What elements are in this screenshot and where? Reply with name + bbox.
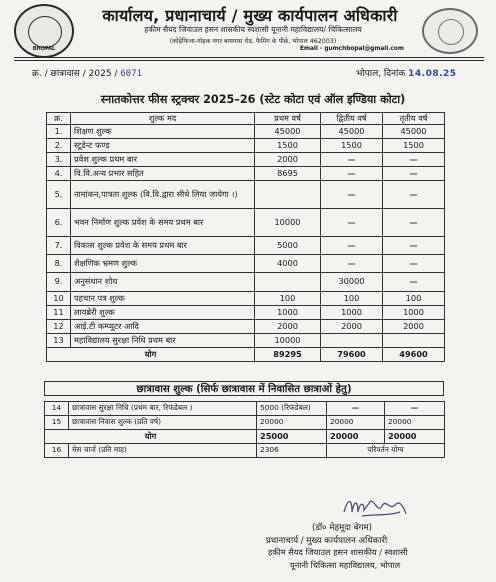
total-third-year: 49600 <box>383 348 445 362</box>
row-serial: 12 <box>47 320 71 334</box>
government-seal-logo <box>422 8 478 54</box>
row-item: मेस चार्ज (प्रति माह) <box>69 444 257 458</box>
table-row <box>47 237 445 255</box>
row-item: लायब्रेरी शुल्क <box>71 306 255 320</box>
date-label: भोपाल, दिनांक <box>356 69 406 79</box>
signatory-name: (डॉ० मेहमूदा बेगम) <box>312 523 372 533</box>
total-second-year: 20000 <box>327 430 385 444</box>
table-row <box>47 181 445 209</box>
letterhead-address: (कोहेफिजा-गोहक नगर बायपास रोड, फैमिंग के पीछे, भोपाल 462003) <box>169 38 337 45</box>
row-first-year: 45000 <box>255 125 321 139</box>
reference-value: 6071 <box>120 69 142 79</box>
row-second-year <box>321 334 383 348</box>
row-third-year: 45000 <box>383 125 445 139</box>
row-second-year: 2000 <box>321 320 383 334</box>
row-item: शिक्षण शुल्क <box>71 125 255 139</box>
row-third-year: — <box>383 273 445 292</box>
table-row <box>45 402 445 416</box>
row-first-year: 8695 <box>255 167 321 181</box>
header-third-year: तृतीय वर्ष <box>383 113 445 125</box>
row-second-year: — <box>321 209 383 237</box>
table-row <box>47 334 445 348</box>
row-serial: 4. <box>47 167 71 181</box>
table-header-row <box>47 113 445 125</box>
row-item: महाविद्यालय सुरक्षा निधि प्रथम बार <box>71 334 255 348</box>
reference-number <box>32 66 142 79</box>
table-row <box>47 320 445 334</box>
header-first-year: प्रथम वर्ष <box>255 113 321 125</box>
letterhead-divider <box>14 57 484 58</box>
row-item: पहचान पत्र शुल्क <box>71 292 255 306</box>
total-second-year: 79600 <box>321 348 383 362</box>
total-row <box>47 348 445 362</box>
row-item: भवन निर्माण शुल्क प्रवेश के समय प्रथम बार <box>71 209 255 237</box>
row-third-year: 20000 <box>385 416 445 430</box>
total-third-year: 20000 <box>385 430 445 444</box>
table-row <box>47 255 445 273</box>
row-third-year: — <box>383 237 445 255</box>
row-first-year: 1500 <box>255 139 321 153</box>
emblem-text: BHOPAL <box>32 46 56 52</box>
row-second-year: — <box>321 167 383 181</box>
row-item: नामांकन,पात्रता शुल्क (वि.वि.द्वारा सीधे लिया जायेगा ।) <box>71 181 255 209</box>
reference-prefix: क्र. / छात्रावास / 2025 / <box>32 69 118 79</box>
row-item: अनुसंधान शोध <box>71 273 255 292</box>
row-serial: 13 <box>47 334 71 348</box>
table-row <box>47 153 445 167</box>
letterhead-email: Email - gumchbopal@gmail.com <box>300 46 404 52</box>
row-serial: 10 <box>47 292 71 306</box>
row-second-year: 100 <box>321 292 383 306</box>
header-second-year: द्वितीय वर्ष <box>321 113 383 125</box>
fee-structure-title: स्नातकोत्तर फीस स्ट्रक्चर 2025–26 (स्टेट कोटा एवं ऑल इण्डिया कोटा) <box>100 93 406 106</box>
table-row <box>47 209 445 237</box>
row-third-year: — <box>383 209 445 237</box>
letterhead-subtitle: हकीम सैयद जियाउल हसन शासकीय स्वशासी यूनानी महाविद्यालय/ चिकित्सालय <box>144 25 362 34</box>
hostel-fee-table <box>44 401 445 458</box>
row-second-year: — <box>321 255 383 273</box>
table-row <box>47 139 445 153</box>
row-third-year <box>383 334 445 348</box>
row-serial: 3. <box>47 153 71 167</box>
row-first-year: 5000 <box>255 237 321 255</box>
seal-inner-ring <box>438 19 464 45</box>
total-row <box>45 430 445 444</box>
signatory-designation: प्रधानाचार्य / मुख्य कार्यपालन अधिकारी <box>266 536 388 546</box>
row-item: आई.टी कम्प्यूटर आदि <box>71 320 255 334</box>
table-row <box>47 125 445 139</box>
row-second-year: — <box>327 402 385 416</box>
row-item: विकास शुल्क प्रवेश के समय प्रथम बार <box>71 237 255 255</box>
signatory-institution-city: यूनानी चिकित्सा महाविद्यालय, भोपाल <box>290 560 401 570</box>
row-item: शैक्षणिक भ्रमण शुल्क <box>71 255 255 273</box>
row-third-year: — <box>383 181 445 209</box>
row-second-year: 20000 <box>327 416 385 430</box>
total-label: योग <box>45 430 257 444</box>
row-first-year: 100 <box>255 292 321 306</box>
row-first-year <box>255 273 321 292</box>
fee-structure-table <box>46 112 445 362</box>
row-serial: 11 <box>47 306 71 320</box>
row-second-year: — <box>321 237 383 255</box>
row-serial: 16 <box>45 444 69 458</box>
table-row <box>45 444 445 458</box>
total-first-year: 89295 <box>255 348 321 362</box>
letterhead-title: कार्यालय, प्रधानाचार्य / मुख्य कार्यपालन अधिकारी <box>102 6 398 25</box>
row-first-year: 2000 <box>255 153 321 167</box>
row-second-year: 30000 <box>321 273 383 292</box>
table-row <box>47 167 445 181</box>
row-first-year: 10000 <box>255 334 321 348</box>
letterhead-divider-2 <box>14 60 484 61</box>
date-value: 14.08.25 <box>408 69 457 79</box>
row-serial: 9. <box>47 273 71 292</box>
row-serial: 6. <box>47 209 71 237</box>
row-first-year <box>255 181 321 209</box>
row-serial: 2. <box>47 139 71 153</box>
row-third-year: — <box>385 402 445 416</box>
row-first-year: 4000 <box>255 255 321 273</box>
row-first-year: 2000 <box>255 320 321 334</box>
header-fee-item: शुल्क मद <box>71 113 255 125</box>
row-serial: 14 <box>45 402 69 416</box>
signatory-institution: हकीम सैयद जियाउल हसन शासकीय / स्वशासी <box>268 547 408 557</box>
row-second-year: — <box>321 153 383 167</box>
row-third-year: 100 <box>383 292 445 306</box>
table-row <box>47 306 445 320</box>
row-item: स्टूडेन्ट फण्ड <box>71 139 255 153</box>
college-emblem-logo <box>14 4 74 58</box>
row-third-year: 2000 <box>383 320 445 334</box>
row-serial: 5. <box>47 181 71 209</box>
row-first-year: 5000 (रिफंडेबल) <box>257 402 327 416</box>
signature-scrawl <box>340 492 410 520</box>
row-third-year: — <box>383 153 445 167</box>
table-row <box>47 292 445 306</box>
document-date <box>356 66 457 79</box>
row-first-year: 20000 <box>257 416 327 430</box>
row-third-year: 1000 <box>383 306 445 320</box>
row-third-year: 1500 <box>383 139 445 153</box>
row-first-year: 1000 <box>255 306 321 320</box>
table-row <box>47 273 445 292</box>
header-serial: क्र. <box>47 113 71 125</box>
mess-note: परिवर्तन योग्य <box>327 444 445 458</box>
row-first-year: 10000 <box>255 209 321 237</box>
row-third-year: — <box>383 255 445 273</box>
row-serial: 1. <box>47 125 71 139</box>
row-serial: 15 <box>45 416 69 430</box>
row-item: छात्रावास सुरक्षा निधि (प्रथम बार, रिफंडेबल ) <box>69 402 257 416</box>
row-second-year: 45000 <box>321 125 383 139</box>
table-row <box>45 416 445 430</box>
row-serial: 7. <box>47 237 71 255</box>
row-first-year: 2306 <box>257 444 327 458</box>
emblem-inner-ring <box>28 16 62 48</box>
row-serial: 8. <box>47 255 71 273</box>
row-second-year: 1500 <box>321 139 383 153</box>
row-third-year: — <box>383 167 445 181</box>
row-second-year: 1000 <box>321 306 383 320</box>
total-first-year: 25000 <box>257 430 327 444</box>
row-item: वि.वि.अन्य प्रभार सहित <box>71 167 255 181</box>
total-label: योग <box>47 348 255 362</box>
row-item: प्रवेश शुल्क प्रथम बार <box>71 153 255 167</box>
row-item: छात्रावास निवास शुल्क (प्रति वर्ष) <box>69 416 257 430</box>
row-second-year: — <box>321 181 383 209</box>
hostel-fee-title: छात्रावास शुल्क (सिर्फ छात्रावास में निवासित छात्राओं हेतु) <box>44 381 444 396</box>
